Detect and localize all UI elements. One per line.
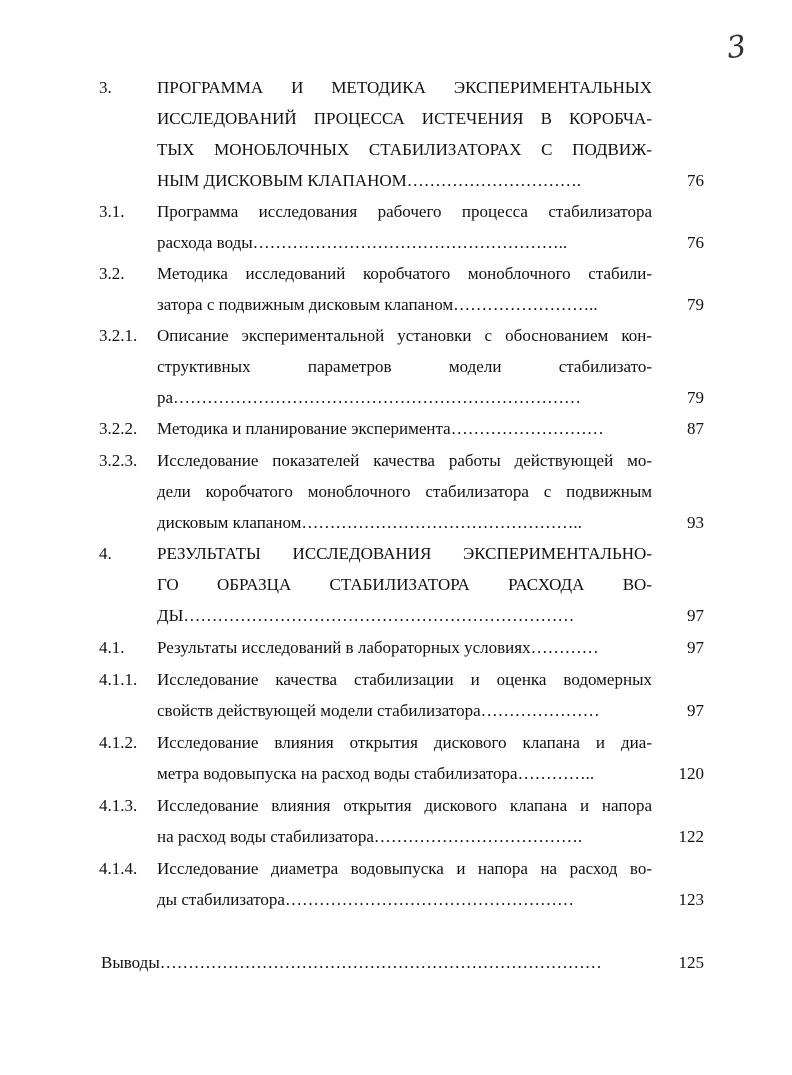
toc-title-line: ды стабилизатора…………………………………………… [157, 890, 574, 909]
handwritten-page-number: 3 [724, 28, 749, 67]
toc-entry-4-1-4 [0, 854, 792, 884]
toc-title-line: Выводы…………………………………………………………………… [101, 953, 602, 972]
toc-title-line: на расход воды стабилизатора………………………………. [157, 827, 583, 846]
toc-page-number: 125 [678, 953, 704, 972]
toc-page-number: 76 [687, 233, 704, 252]
toc-title-line: Исследование качества стабилизации и оценка водомерных [157, 670, 652, 689]
toc-entry-4-1-4-cont [0, 885, 792, 915]
toc-number: 3.2.3. [99, 451, 138, 470]
toc-title-line: Методика и планирование эксперимента……………………… [157, 419, 604, 438]
toc-entry-3-2-3 [0, 446, 792, 476]
toc-entry-3-2-1 [0, 321, 792, 351]
toc-page-number: 97 [687, 701, 704, 720]
toc-entry-4-cont [0, 601, 792, 631]
toc-entry-4-cont [0, 570, 792, 600]
toc-entry-3-cont [0, 104, 792, 134]
toc-number: 4.1.3. [99, 796, 138, 815]
toc-title-line: свойств действующей модели стабилизатора………………… [157, 701, 600, 720]
toc-entry-4-1-1-cont [0, 696, 792, 726]
toc-page-number: 79 [687, 388, 704, 407]
toc-page-number: 93 [687, 513, 704, 532]
toc-number: 3.2.2. [99, 419, 138, 438]
toc-title-line: Исследование влияния открытия дискового клапана и диа- [157, 733, 652, 752]
toc-page-number: 76 [687, 171, 704, 190]
toc-entry-4-1-2-cont [0, 759, 792, 789]
toc-entry-3-2 [0, 259, 792, 289]
toc-entry-3-2-2 [0, 414, 792, 444]
toc-title-line: дисковым клапаном………………………………………….. [157, 513, 582, 532]
toc-page-number: 79 [687, 295, 704, 314]
toc-entry-3-2-3-cont [0, 508, 792, 538]
toc-entry-3-cont [0, 135, 792, 165]
toc-entry-4-1-1 [0, 665, 792, 695]
toc-number: 3.1. [99, 202, 125, 221]
toc-entry-4-1 [0, 633, 792, 663]
toc-title-line: НЫМ ДИСКОВЫМ КЛАПАНОМ…………………………. [157, 171, 582, 190]
toc-title-line: структивных параметров модели стабилизато- [157, 357, 652, 376]
toc-title-line: Исследование влияния открытия дискового клапана и напора [157, 796, 652, 815]
toc-title-line: затора с подвижным дисковым клапаном…………………….. [157, 295, 598, 314]
toc-entry-3 [0, 73, 792, 103]
toc-title-line: Методика исследований коробчатого моноблочного стабили- [157, 264, 652, 283]
toc-entry-3-1-cont [0, 228, 792, 258]
toc-page-number: 123 [678, 890, 704, 909]
toc-title-line: ра……………………………………………………………… [157, 388, 582, 407]
toc-title-line: Описание экспериментальной установки с обоснованием кон- [157, 326, 652, 345]
toc-page-number: 122 [678, 827, 704, 846]
toc-entry-4 [0, 539, 792, 569]
toc-entry-3-2-3-cont [0, 477, 792, 507]
toc-page-number: 87 [687, 419, 704, 438]
toc-number: 3.2.1. [99, 326, 138, 345]
toc-entry-3-2-1-cont [0, 352, 792, 382]
toc-number: 4. [99, 544, 112, 563]
toc-title-line: Результаты исследований в лабораторных условиях………… [157, 638, 599, 657]
toc-number: 3. [99, 78, 112, 97]
toc-entry-4-1-3 [0, 791, 792, 821]
toc-title-line: ИССЛЕДОВАНИЙ ПРОЦЕССА ИСТЕЧЕНИЯ В КОРОБЧА- [157, 109, 652, 128]
toc-title-line: расхода воды……………………………………………….. [157, 233, 568, 252]
toc-page-number: 97 [687, 606, 704, 625]
toc-number: 3.2. [99, 264, 125, 283]
toc-title-line: Программа исследования рабочего процесса стабилизатора [157, 202, 652, 221]
toc-title-line: РЕЗУЛЬТАТЫ ИССЛЕДОВАНИЯ ЭКСПЕРИМЕНТАЛЬНО- [157, 544, 652, 563]
toc-number: 4.1.2. [99, 733, 138, 752]
toc-entry-3-2-cont [0, 290, 792, 320]
toc-title-line: Исследование показателей качества работы действующей мо- [157, 451, 652, 470]
toc-entry-4-1-3-cont [0, 822, 792, 852]
toc-number: 4.1. [99, 638, 125, 657]
toc-entry-4-1-2 [0, 728, 792, 758]
toc-title-line: ПРОГРАММА И МЕТОДИКА ЭКСПЕРИМЕНТАЛЬНЫХ [157, 78, 652, 97]
toc-entry-3-1 [0, 197, 792, 227]
toc-entry-3-cont [0, 166, 792, 196]
toc-number: 4.1.4. [99, 859, 138, 878]
toc-title-line: ТЫХ МОНОБЛОЧНЫХ СТАБИЛИЗАТОРАХ С ПОДВИЖ- [157, 140, 652, 159]
toc-title-line: метра водовыпуска на расход воды стабилизатора………….. [157, 764, 595, 783]
toc-title-line: дели коробчатого моноблочного стабилизатора с подвижным [157, 482, 652, 501]
toc-title-line: Исследование диаметра водовыпуска и напора на расход во- [157, 859, 652, 878]
toc-title-line: ГО ОБРАЗЦА СТАБИЛИЗАТОРА РАСХОДА ВО- [157, 575, 652, 594]
toc-page-number: 120 [678, 764, 704, 783]
toc-entry-conclusions [0, 948, 792, 978]
toc-page-number: 97 [687, 638, 704, 657]
toc-number: 4.1.1. [99, 670, 138, 689]
toc-title-line: ДЫ…………………………………………………………… [157, 606, 575, 625]
toc-entry-3-2-1-cont [0, 383, 792, 413]
